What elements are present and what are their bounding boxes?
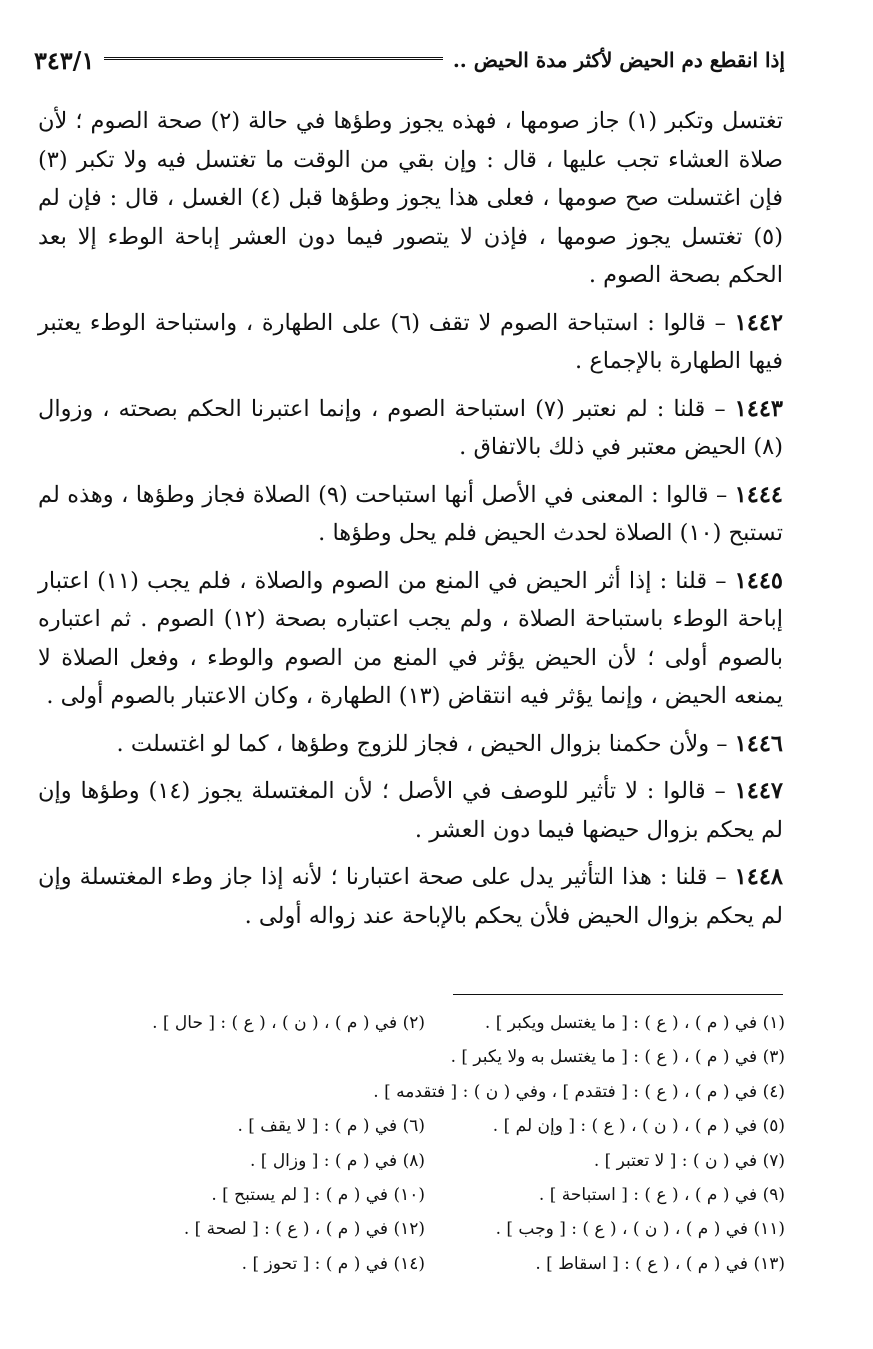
footnote-line [60, 1247, 785, 1281]
paragraph [38, 390, 783, 467]
paragraph [38, 102, 783, 295]
footnotes [60, 1006, 785, 1281]
footnote: (٣) في ( م ) ، ( ع ) : [ ما يغتسل به ولا يكبر ] . [450, 1047, 785, 1068]
paragraph-text: – ولأن حكمنا بزوال الحيض ، فجاز للزوج وطؤها ، كما لو اغتسلت . [116, 730, 728, 757]
footnote: (٢) في ( م ) ، ( ن ) ، ( ع ) : [ حال ] . [152, 1013, 425, 1033]
footnote: (١٤) في ( م ) : [ تحوز ] . [241, 1253, 425, 1274]
footnote: (١١) في ( م ) ، ( ن ) ، ( ع ) : [ وجب ] . [495, 1219, 785, 1240]
footnote: (٦) في ( م ) : [ لا يقف ] . [237, 1116, 425, 1137]
paragraph-text: – قلنا : إذا أثر الحيض في المنع من الصوم والصلاة ، فلم يجب (١١) اعتبار إباحة الوطء باستباحة الصلاة ، ولم يجب اعتباره بصحة (١٢) الصوم . ثم اعتباره بالصوم أولى ؛ لأن الحيض يؤثر في المنع من الصوم والوطء ، وفعل الصلاة لا يمنعه الحيض ، وإنما يؤثر فيه انتقاض (١٣) الطهارة ، وكان الاعتبار بالصوم أولى . [38, 567, 783, 709]
main-text [38, 102, 783, 944]
paragraph-text: – قلنا : لم نعتبر (٧) استباحة الصوم ، وإنما اعتبرنا الحكم بصحته ، وزوال (٨) الحيض معتبر في ذلك بالاتفاق . [38, 395, 783, 460]
paragraph-text: – قالوا : المعنى في الأصل أنها استباحت (٩) الصلاة فجاز وطؤها ، وهذه لم تستبح (١٠) الصلاة لحدث الحيض فلم يحل وطؤها . [38, 481, 783, 546]
footnote: (٤) في ( م ) ، ( ع ) : [ فتقدم ] ، وفي ( ن ) : [ فتقدمه ] . [373, 1081, 785, 1102]
paragraph-number: ١٤٤٤ [734, 481, 784, 508]
paragraph-text: – قالوا : استباحة الصوم لا تقف (٦) على الطهارة ، واستباحة الوطء يعتبر فيها الطهارة بالإجماع . [38, 309, 783, 374]
footnote-line [60, 1144, 785, 1178]
footnote: (٧) في ( ن ) : [ لا تعتبر ] . [593, 1150, 785, 1171]
footnote-line [60, 1109, 785, 1143]
paragraph-number: ١٤٤٦ [734, 730, 783, 757]
paragraph [38, 858, 783, 935]
footnote: (١٣) في ( م ) ، ( ع ) : [ اسقاط ] . [535, 1253, 785, 1274]
footnote-line [60, 1178, 785, 1212]
paragraph-number: ١٤٤٢ [734, 309, 783, 336]
footnote-separator [453, 994, 783, 995]
footnote: (٩) في ( م ) ، ( ع ) : [ استباحة ] . [538, 1185, 785, 1206]
footnote: (١٢) في ( م ) ، ( ع ) : [ لصحة ] . [183, 1219, 425, 1240]
header-title: إذا انقطع دم الحيض لأكثر مدة الحيض .. [452, 48, 785, 72]
paragraph [38, 304, 783, 381]
paragraph [38, 562, 783, 716]
paragraph-number: ١٤٤٧ [734, 778, 784, 804]
footnote: (٨) في ( م ) : [ وزال ] . [249, 1150, 425, 1171]
paragraph-number: ١٤٤٣ [734, 395, 783, 422]
paragraph-number: ١٤٤٨ [734, 864, 784, 890]
running-header [34, 40, 785, 80]
footnote-line [60, 1006, 785, 1040]
footnote: (١) في ( م ) ، ( ع ) : [ ما يغتسل ويكبر ] . [484, 1013, 785, 1033]
paragraph [38, 772, 783, 849]
paragraph-number: ١٤٤٥ [734, 567, 783, 594]
paragraph [38, 725, 783, 764]
page-number: ٣٤٣/١ [34, 45, 95, 75]
footnote-line [60, 1212, 785, 1246]
paragraph-text: – قلنا : هذا التأثير يدل على صحة اعتبارنا ؛ لأنه إذا جاز وطء المغتسلة وإن لم يحكم بزوال الحيض فلأن يحكم بالإباحة عند زواله أولى . [38, 864, 783, 929]
header-rule [104, 57, 443, 63]
footnote: (١٠) في ( م ) : [ لم يستبح ] . [211, 1185, 425, 1206]
paragraph-text: تغتسل وتكبر (١) جاز صومها ، فهذه يجوز وطؤها في حالة (٢) صحة الصوم ؛ لأن صلاة العشاء تجب عليها ، قال : وإن بقي من الوقت ما تغتسل فيه ولا تكبر (٣) فإن اغتسلت صح صومها ، فعلى هذا يجوز وطؤها قبل (٤) الغسل ، قال : فإن لم (٥) تغتسل يجوز صومها ، فإذن لا يتصور فيما دون العشر إباحة الوطء إلا بعد الحكم بصحة الصوم . [38, 108, 784, 288]
paragraph [38, 476, 783, 553]
paragraph-text: – قالوا : لا تأثير للوصف في الأصل ؛ لأن المغتسلة يجوز (١٤) وطؤها وإن لم يحكم بزوال حيضها فيما دون العشر . [38, 778, 783, 843]
footnote: (٥) في ( م ) ، ( ن ) ، ( ع ) : [ وإن لم ] . [492, 1116, 785, 1137]
footnote-line [60, 1040, 785, 1074]
footnote-line [60, 1075, 785, 1109]
